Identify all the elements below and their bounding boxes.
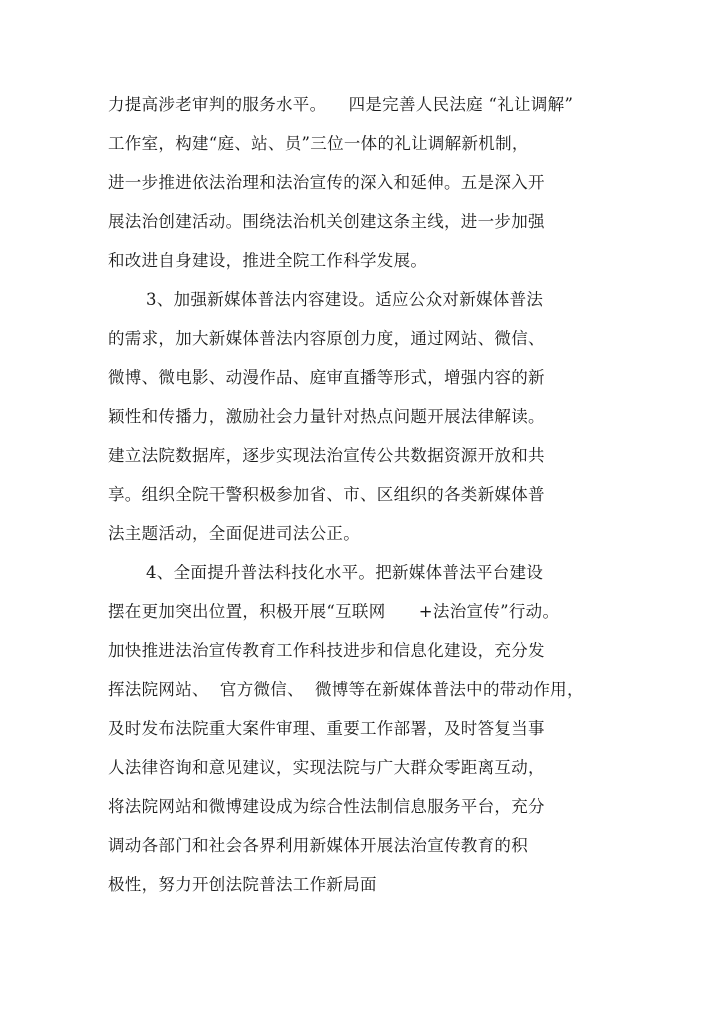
text-line-5: 和改进自身建设，推进全院工作科学发展。 <box>108 251 428 270</box>
text-line-1: 力提高涉老审判的服务水平。 四是完善人民法庭 “礼让调解” <box>108 95 574 114</box>
text-line-19: 将法院网站和微博建设成为综合性法制信息服务平台，充分 <box>108 797 545 816</box>
text-line-18: 人法律咨询和意见建议，实现法院与广大群众零距离互动， <box>108 758 545 777</box>
text-line-16: 挥法院网站、 官方微信、 微博等在新媒体普法中的带动作用， <box>108 680 584 699</box>
text-line-12: 法主题活动，全面促进司法公正。 <box>108 524 360 543</box>
text-line-7: 的需求，加大新媒体普法内容原创力度，通过网站、微信、 <box>108 329 545 348</box>
text-line-13: 4、全面提升普法科技化水平。把新媒体普法平台建设 <box>146 563 544 582</box>
text-line-8: 微博、微电影、动漫作品、庭审直播等形式，增强内容的新 <box>108 368 545 387</box>
text-line-14: 摆在更加突出位置，积极开展“互联网 +法治宣传”行动。 <box>108 602 560 621</box>
text-line-15: 加快推进法治宣传教育工作科技进步和信息化建设，充分发 <box>108 641 545 660</box>
text-line-3: 进一步推进依法治理和法治宣传的深入和延伸。五是深入开 <box>108 173 545 192</box>
text-line-20: 调动各部门和社会各界利用新媒体开展法治宣传教育的积 <box>108 836 528 855</box>
text-line-6: 3、加强新媒体普法内容建设。适应公众对新媒体普法 <box>146 290 544 309</box>
text-line-17: 及时发布法院重大案件审理、重要工作部署，及时答复当事 <box>108 719 545 738</box>
text-line-4: 展法治创建活动。围绕法治机关创建这条主线，进一步加强 <box>108 212 545 231</box>
text-line-11: 享。组织全院干警积极参加省、市、区组织的各类新媒体普 <box>108 485 545 504</box>
text-line-21: 极性，努力开创法院普法工作新局面 <box>108 875 377 894</box>
text-line-10: 建立法院数据库，逐步实现法治宣传公共数据资源开放和共 <box>108 446 545 465</box>
text-line-9: 颖性和传播力，激励社会力量针对热点问题开展法律解读。 <box>108 407 545 426</box>
text-line-2: 工作室，构建“庭、站、员”三位一体的礼让调解新机制， <box>108 134 529 153</box>
